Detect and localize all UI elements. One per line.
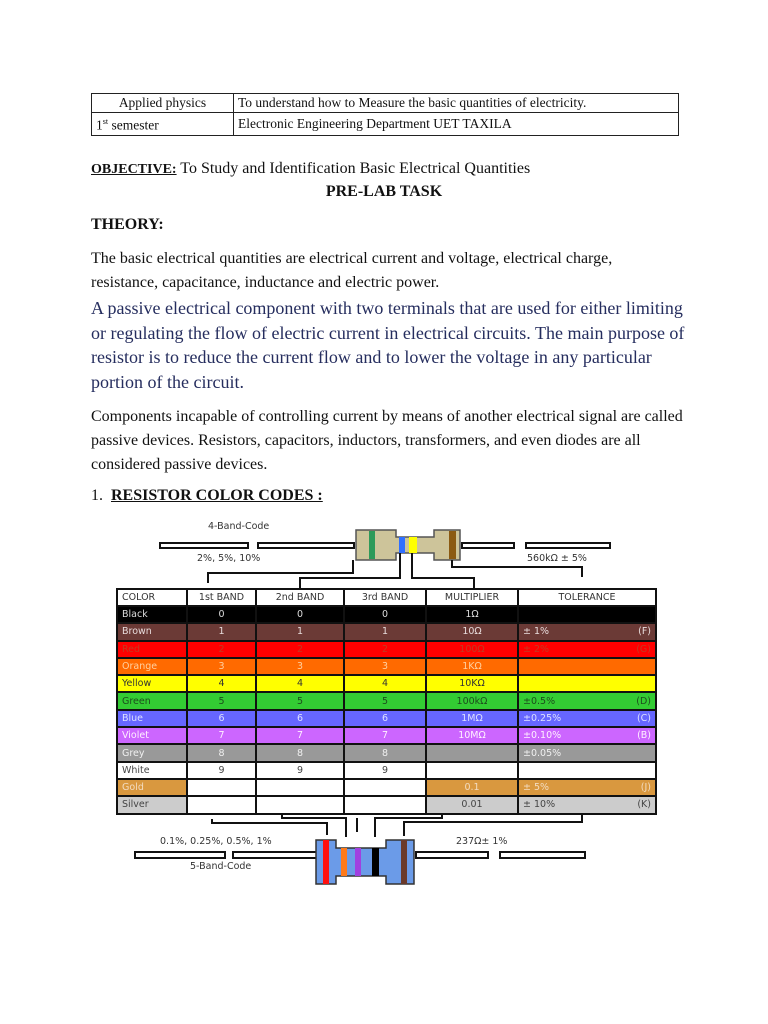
tolerance-cell [518, 744, 656, 761]
band-value-cell: 8 [187, 744, 256, 761]
prelab-title: PRE-LAB TASK [325, 183, 443, 200]
tolerance-cell [518, 606, 656, 623]
multiplier-cell: 1KΩ [426, 658, 518, 675]
color-row-grey [117, 744, 656, 761]
color-name-cell: White [117, 762, 187, 779]
multiplier-cell: 1MΩ [426, 710, 518, 727]
band-value-cell: 4 [187, 675, 256, 692]
multiplier-cell [426, 744, 518, 761]
color-code-table [116, 588, 657, 815]
band-value-cell: 5 [344, 692, 426, 709]
band-value-cell: 1 [187, 623, 256, 640]
tolerance-cell [518, 796, 656, 813]
color-name-cell: Violet [117, 727, 187, 744]
objective: OBJECTIVE: To Study and Identification Basic Electrical Quantities [91, 160, 531, 177]
band-value-cell: 0 [256, 606, 344, 623]
multiplier-cell: 100Ω [426, 641, 518, 658]
color-row-violet [117, 727, 656, 744]
multiplier-cell: 0.1 [426, 779, 518, 796]
header-cell: 2nd BAND [256, 589, 344, 606]
tolerance-code: (C) [636, 712, 651, 724]
band-value-cell: 2 [256, 641, 344, 658]
band-value-cell: 3 [187, 658, 256, 675]
tolerance-value: ±0.05% [523, 747, 562, 759]
band-value-cell: 2 [187, 641, 256, 658]
color-table-header [117, 589, 656, 606]
band-value-cell [256, 779, 344, 796]
color-row-orange [117, 658, 656, 675]
tolerance-value: ± 1% [523, 626, 550, 638]
tolerance-value: ± 10% [523, 799, 556, 811]
color-row-green [117, 692, 656, 709]
band-value-cell: 8 [344, 744, 426, 761]
color-name-cell: Yellow [117, 675, 187, 692]
multiplier-cell: 0.01 [426, 796, 518, 813]
color-name-cell: Orange [117, 658, 187, 675]
band-value-cell: 4 [344, 675, 426, 692]
header-cell: MULTIPLIER [426, 589, 518, 606]
header-cell: 1st BAND [187, 589, 256, 606]
color-name-cell: Silver [117, 796, 187, 813]
tolerance-value: ± 2% [523, 643, 550, 655]
band-value-cell: 1 [344, 623, 426, 640]
band-value-cell [344, 779, 426, 796]
color-row-gold [117, 779, 656, 796]
band-value-cell: 3 [256, 658, 344, 675]
tolerance-cell [518, 692, 656, 709]
color-row-silver [117, 796, 656, 813]
tolerance-value: ±0.5% [523, 695, 556, 707]
band-value-cell: 5 [256, 692, 344, 709]
multiplier-cell: 100kΩ [426, 692, 518, 709]
band-value-cell: 6 [256, 710, 344, 727]
color-row-black [117, 606, 656, 623]
color-name-cell: Brown [117, 623, 187, 640]
color-row-yellow [117, 675, 656, 692]
band-value-cell: 2 [344, 641, 426, 658]
band-value-cell [344, 796, 426, 813]
band-value-cell: 9 [187, 762, 256, 779]
header-cell: TOLERANCE [518, 589, 656, 606]
band-value-cell: 0 [187, 606, 256, 623]
tolerance-code: (J) [640, 782, 651, 794]
lab-aim: To understand how to Measure the basic quantities of electricity. [234, 94, 679, 113]
color-row-white [117, 762, 656, 779]
band-value-cell: 9 [256, 762, 344, 779]
passive-paragraph: Components incapable of controlling current by means of another electrical signal are called passive devices. Resistors, capacitors, inductors, transformers, and even diodes are all considered passive devices. [91, 408, 683, 473]
course-name: Applied physics [92, 94, 234, 113]
band-value-cell: 9 [344, 762, 426, 779]
band-value-cell: 1 [256, 623, 344, 640]
band-value-cell: 8 [256, 744, 344, 761]
tolerance-code: (D) [636, 695, 651, 707]
multiplier-cell: 10MΩ [426, 727, 518, 744]
theory-paragraph: The basic electrical quantities are electrical current and voltage, electrical charge, resistance, capacitance, inductance and electric power. [91, 250, 613, 291]
multiplier-cell: 10KΩ [426, 675, 518, 692]
tolerance-cell [518, 710, 656, 727]
five-band-example: 237Ω± 1% [456, 836, 508, 847]
color-name-cell: Grey [117, 744, 187, 761]
tolerance-cell [518, 641, 656, 658]
five-band-connectors [212, 812, 582, 837]
band-value-cell: 7 [344, 727, 426, 744]
tolerance-code: (F) [638, 626, 651, 638]
four-band-tolerance: 2%, 5%, 10% [197, 553, 261, 564]
band-value-cell: 6 [344, 710, 426, 727]
band-value-cell [187, 796, 256, 813]
five-band-tolerance: 0.1%, 0.25%, 0.5%, 1% [160, 836, 272, 847]
tolerance-code: (B) [637, 730, 651, 742]
department: Electronic Engineering Department UET TAXILA [234, 113, 679, 136]
tolerance-code: (G) [636, 643, 651, 655]
resistor-paragraph: A passive electrical component with two terminals that are used for either limiting or regulating the flow of electric current in electrical circuits. The main purpose of resistor is to reduce the current flow and to lower the voltage in any particular portion of the circuit. [91, 298, 685, 392]
tolerance-cell [518, 727, 656, 744]
semester: 1st semester [92, 113, 234, 136]
tolerance-value: ±0.25% [523, 712, 562, 724]
tolerance-cell [518, 675, 656, 692]
band-value-cell [256, 796, 344, 813]
theory-heading: THEORY: [91, 216, 164, 233]
four-band-example: 560kΩ ± 5% [527, 553, 587, 564]
color-row-brown [117, 623, 656, 640]
header-cell: COLOR [117, 589, 187, 606]
multiplier-cell: 1Ω [426, 606, 518, 623]
band-value-cell: 7 [187, 727, 256, 744]
tolerance-cell [518, 658, 656, 675]
section-heading: 1. RESISTOR COLOR CODES : [91, 487, 323, 504]
tolerance-code: (K) [637, 799, 651, 811]
color-name-cell: Red [117, 641, 187, 658]
multiplier-cell: 10Ω [426, 623, 518, 640]
header-cell: 3rd BAND [344, 589, 426, 606]
tolerance-value: ± 5% [523, 782, 550, 794]
band-value-cell: 7 [256, 727, 344, 744]
five-band-label: 5-Band-Code [190, 861, 252, 872]
tolerance-cell [518, 623, 656, 640]
multiplier-cell [426, 762, 518, 779]
band-value-cell [187, 779, 256, 796]
tolerance-value: ±0.10% [523, 730, 562, 742]
tolerance-cell [518, 762, 656, 779]
band-value-cell: 3 [344, 658, 426, 675]
color-name-cell: Blue [117, 710, 187, 727]
color-name-cell: Gold [117, 779, 187, 796]
band-value-cell: 0 [344, 606, 426, 623]
color-name-cell: Black [117, 606, 187, 623]
color-name-cell: Green [117, 692, 187, 709]
band-value-cell: 5 [187, 692, 256, 709]
color-row-red [117, 641, 656, 658]
four-band-label: 4-Band-Code [208, 521, 270, 532]
band-value-cell: 4 [256, 675, 344, 692]
color-row-blue [117, 710, 656, 727]
band-value-cell: 6 [187, 710, 256, 727]
tolerance-cell [518, 779, 656, 796]
